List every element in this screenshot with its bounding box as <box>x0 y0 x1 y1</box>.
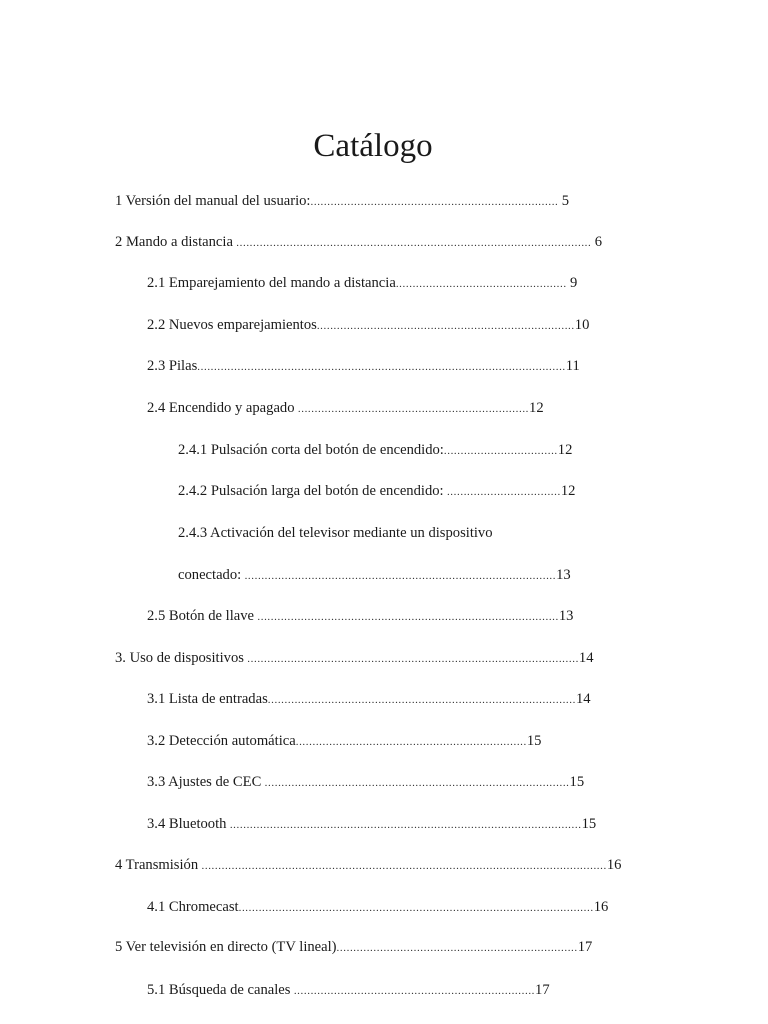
toc-leader-dots: ........................................................................ <box>336 942 578 954</box>
toc-page-number: 5 <box>561 193 570 209</box>
toc-entry[interactable] <box>178 564 698 586</box>
toc-page-number: 16 <box>593 899 609 915</box>
toc-entry[interactable] <box>147 730 667 752</box>
toc-entry[interactable] <box>178 480 628 502</box>
toc-entry[interactable] <box>147 896 692 918</box>
toc-entry-label: 2.4.2 Pulsación larga del botón de encendido: <box>178 483 444 499</box>
toc-entry-label: 3. Uso de dispositivos <box>115 650 244 666</box>
toc-leader-dots: ................................................................................................... <box>243 653 579 665</box>
toc-leader-dots: ......................................................................................................................... <box>198 860 607 872</box>
toc-page-number: 13 <box>558 608 574 624</box>
toc-entry[interactable] <box>147 771 687 793</box>
toc-entry[interactable] <box>115 231 675 253</box>
toc-leader-dots: .......................................................................................... <box>254 611 559 623</box>
toc-leader-dots: ......................................................................................................... <box>226 819 582 831</box>
toc-leader-dots: ..................................................................... <box>294 403 530 415</box>
toc-entry-label: 5.1 Búsqueda de canales <box>147 982 291 998</box>
toc-entry-label: 2.4 Encendido y apagado <box>147 400 295 416</box>
page-title: Catálogo <box>313 128 433 164</box>
toc-entry-label: 5 Ver televisión en directo (TV lineal) <box>115 939 337 955</box>
toc-entry[interactable] <box>115 190 645 212</box>
toc-page-number: 13 <box>556 567 571 583</box>
toc-entry-label: 2.2 Nuevos emparejamientos <box>147 317 317 333</box>
toc-entry[interactable] <box>147 688 677 710</box>
toc-entry-label: 3.4 Bluetooth <box>147 816 227 832</box>
toc-page-number: 10 <box>574 317 590 333</box>
toc-leader-dots: ..................................................................... <box>295 736 527 748</box>
toc-entry-label: 2.5 Botón de llave <box>147 608 255 624</box>
toc-entry[interactable] <box>147 397 702 419</box>
toc-leader-dots: .......................................................................... <box>310 196 562 208</box>
toc-entry[interactable] <box>115 936 655 958</box>
toc-page-number: 6 <box>594 234 603 250</box>
toc-entry-label: conectado: <box>178 567 242 583</box>
toc-leader-dots: ............................................................................. <box>316 320 575 332</box>
toc-leader-dots: ............................................................................................. <box>241 570 557 582</box>
toc-page-number: 11 <box>565 358 580 374</box>
toc-entry[interactable] <box>178 439 628 461</box>
toc-entry[interactable] <box>147 979 672 1001</box>
toc-page-number: 12 <box>557 442 573 458</box>
toc-entry-label: 2.3 Pilas <box>147 358 198 374</box>
toc-page-number: 17 <box>577 939 593 955</box>
toc-leader-dots: ................................................... <box>395 278 571 290</box>
toc-entry[interactable] <box>147 355 717 377</box>
toc-page-number: 15 <box>526 733 542 749</box>
toc-entry-label: 2.1 Emparejamiento del mando a distancia <box>147 275 396 291</box>
toc-entry-label: 2.4.1 Pulsación corta del botón de encendido: <box>178 442 444 458</box>
toc-entry[interactable] <box>178 522 628 544</box>
toc-entry[interactable] <box>147 272 647 294</box>
toc-leader-dots: ............................................................................................ <box>267 694 576 706</box>
toc-entry-label: 3.1 Lista de entradas <box>147 691 268 707</box>
toc-leader-dots: .......................................................................................................... <box>238 902 594 914</box>
toc-entry-label: 2 Mando a distancia <box>115 234 233 250</box>
toc-page-number: 14 <box>578 650 594 666</box>
toc-page-number: 14 <box>575 691 591 707</box>
toc-leader-dots: .......................................................................................................... <box>232 237 595 249</box>
toc-entry[interactable] <box>115 854 700 876</box>
toc-page-number: 12 <box>529 400 544 416</box>
toc-leader-dots: ........................................................................ <box>290 985 536 997</box>
toc-page-number: 15 <box>581 816 597 832</box>
toc-page-number: 17 <box>535 982 550 998</box>
toc-entry-label: 3.3 Ajustes de CEC <box>147 774 262 790</box>
toc-page-number: 12 <box>560 483 576 499</box>
toc-leader-dots: .................................. <box>443 486 561 498</box>
toc-entry[interactable] <box>147 605 687 627</box>
toc-leader-dots: .............................................................................................................. <box>197 361 566 373</box>
toc-entry-label: 3.2 Detección automática <box>147 733 296 749</box>
toc-entry[interactable] <box>147 813 697 835</box>
toc-entry-label: 4 Transmisión <box>115 857 199 873</box>
toc-entry-label: 4.1 Chromecast <box>147 899 239 915</box>
toc-page-number: 16 <box>606 857 622 873</box>
toc-entry[interactable] <box>115 647 685 669</box>
toc-leader-dots: .................................. <box>443 445 558 457</box>
toc-entry-label: 2.4.3 Activación del televisor mediante un dispositivo <box>178 525 493 541</box>
toc-page-number: 15 <box>569 774 585 790</box>
toc-entry-label: 1 Versión del manual del usuario: <box>115 193 311 209</box>
toc-page-number: 9 <box>570 275 578 291</box>
toc-entry[interactable] <box>147 314 667 336</box>
toc-leader-dots: ........................................................................................... <box>261 777 570 789</box>
